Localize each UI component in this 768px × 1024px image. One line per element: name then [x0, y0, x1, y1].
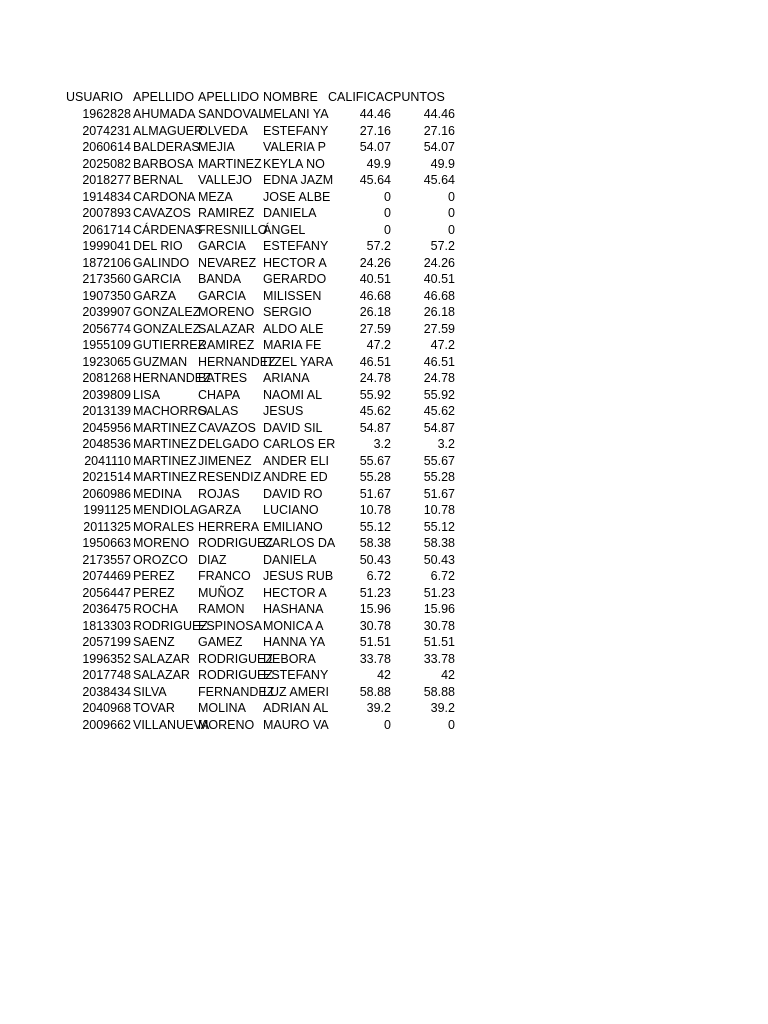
cell-apellido-materno[interactable]: CHAPA	[198, 387, 241, 402]
cell-apellido-paterno[interactable]: MARTINEZ	[133, 470, 197, 484]
cell-nombre[interactable]: ESTEFANY	[263, 668, 329, 682]
cell-puntos[interactable]: 51.23	[423, 585, 455, 600]
cell-calificacion[interactable]: 54.07	[359, 140, 391, 154]
cell-calificacion[interactable]: 51.67	[359, 486, 391, 501]
cell-calificacion[interactable]: 42	[377, 668, 391, 682]
cell-nombre[interactable]: JOSE ALBE	[263, 189, 331, 204]
cell-usuario[interactable]: 2009662	[82, 717, 131, 732]
cell-usuario[interactable]: 2173560	[82, 272, 131, 286]
cell-apellido-materno[interactable]: RAMON	[198, 602, 245, 616]
cell-apellido-materno[interactable]: RAMIREZ	[198, 206, 255, 220]
cell-puntos[interactable]: 45.62	[423, 404, 455, 418]
cell-nombre[interactable]: ITZEL YARA	[263, 354, 333, 369]
cell-usuario[interactable]: 1996352	[82, 651, 131, 666]
cell-puntos[interactable]: 55.12	[423, 519, 455, 534]
cell-calificacion[interactable]: 0	[384, 717, 391, 732]
cell-puntos[interactable]: 50.43	[423, 552, 455, 567]
cell-usuario[interactable]: 1999041	[82, 239, 131, 253]
cell-apellido-paterno[interactable]: SALAZAR	[133, 668, 190, 682]
cell-usuario[interactable]: 2056447	[82, 585, 131, 600]
cell-usuario[interactable]: 1923065	[82, 354, 131, 369]
cell-nombre[interactable]: DANIELA	[263, 206, 317, 220]
cell-puntos[interactable]: 6.72	[430, 569, 455, 583]
cell-puntos[interactable]: 26.18	[423, 305, 455, 319]
cell-nombre[interactable]: HASHANA	[263, 602, 324, 616]
cell-calificacion[interactable]: 51.51	[359, 635, 391, 649]
cell-apellido-materno[interactable]: MARTINEZ	[198, 156, 262, 171]
cell-usuario[interactable]: 2074469	[82, 569, 131, 583]
cell-nombre[interactable]: DAVID SIL	[263, 420, 323, 435]
cell-puntos[interactable]: 49.9	[430, 156, 455, 171]
cell-apellido-paterno[interactable]: MEDINA	[133, 486, 182, 501]
cell-puntos[interactable]: 40.51	[423, 272, 455, 286]
header-calificacion[interactable]: CALIFICAC	[328, 90, 394, 104]
cell-apellido-paterno[interactable]: ALMAGUER	[133, 123, 204, 138]
cell-puntos[interactable]: 0	[448, 189, 455, 204]
cell-apellido-materno[interactable]: ROJAS	[198, 486, 240, 501]
cell-apellido-paterno[interactable]: SAENZ	[133, 635, 175, 649]
cell-calificacion[interactable]: 40.51	[359, 272, 391, 286]
cell-apellido-paterno[interactable]: TOVAR	[133, 701, 175, 715]
cell-usuario[interactable]: 2021514	[82, 470, 131, 484]
cell-puntos[interactable]: 27.59	[423, 321, 455, 336]
cell-apellido-paterno[interactable]: DEL RIO	[133, 239, 183, 253]
cell-apellido-paterno[interactable]: BALDERAS	[133, 140, 200, 154]
cell-apellido-paterno[interactable]: MACHORRO	[133, 404, 208, 418]
cell-calificacion[interactable]: 24.26	[359, 255, 391, 270]
cell-puntos[interactable]: 0	[448, 717, 455, 732]
cell-apellido-materno[interactable]: FRESNILLO	[198, 222, 268, 237]
cell-nombre[interactable]: JESUS	[263, 404, 304, 418]
cell-puntos[interactable]: 54.07	[423, 140, 455, 154]
cell-nombre[interactable]: ESTEFANY	[263, 239, 329, 253]
cell-apellido-materno[interactable]: RODRIGUEZ	[198, 536, 273, 550]
cell-usuario[interactable]: 2013139	[82, 404, 131, 418]
cell-apellido-materno[interactable]: OLVEDA	[198, 123, 248, 138]
cell-calificacion[interactable]: 46.68	[359, 288, 391, 303]
cell-calificacion[interactable]: 55.28	[359, 470, 391, 484]
cell-nombre[interactable]: ANDRE ED	[263, 470, 328, 484]
cell-apellido-paterno[interactable]: MARTINEZ	[133, 420, 197, 435]
cell-usuario[interactable]: 2081268	[82, 371, 131, 385]
cell-nombre[interactable]: SERGIO	[263, 305, 312, 319]
cell-usuario[interactable]: 2060614	[82, 140, 131, 154]
header-apellido-paterno[interactable]: APELLIDO	[133, 90, 195, 104]
cell-calificacion[interactable]: 57.2	[366, 239, 391, 253]
cell-apellido-paterno[interactable]: PEREZ	[133, 585, 175, 600]
cell-nombre[interactable]: MONICA A	[263, 618, 324, 633]
cell-usuario[interactable]: 2011325	[83, 519, 131, 534]
cell-calificacion[interactable]: 55.12	[359, 519, 391, 534]
cell-nombre[interactable]: MILISSEN	[263, 288, 322, 303]
cell-apellido-paterno[interactable]: GALINDO	[133, 255, 190, 270]
cell-calificacion[interactable]: 45.62	[359, 404, 391, 418]
cell-calificacion[interactable]: 45.64	[359, 173, 391, 187]
cell-nombre[interactable]: HECTOR A	[263, 585, 327, 600]
cell-apellido-paterno[interactable]: GUTIERREZ	[133, 338, 206, 352]
cell-apellido-paterno[interactable]: CÁRDENAS	[133, 222, 203, 237]
cell-calificacion[interactable]: 54.87	[359, 420, 391, 435]
cell-apellido-materno[interactable]: BATRES	[198, 371, 248, 385]
cell-apellido-materno[interactable]: JIMENEZ	[198, 453, 252, 468]
cell-usuario[interactable]: 2048536	[82, 437, 131, 451]
cell-nombre[interactable]: EDNA JAZM	[263, 173, 334, 187]
cell-nombre[interactable]: JESUS RUB	[263, 569, 334, 583]
cell-apellido-paterno[interactable]: PEREZ	[133, 569, 175, 583]
cell-puntos[interactable]: 24.26	[423, 255, 455, 270]
cell-nombre[interactable]: NAOMI AL	[263, 387, 323, 402]
cell-apellido-materno[interactable]: GARZA	[198, 503, 242, 517]
cell-calificacion[interactable]: 44.46	[359, 107, 391, 121]
cell-puntos[interactable]: 55.28	[423, 470, 455, 484]
cell-apellido-paterno[interactable]: SALAZAR	[133, 651, 190, 666]
cell-apellido-materno[interactable]: MOLINA	[198, 701, 246, 715]
cell-puntos[interactable]: 46.51	[423, 354, 455, 369]
cell-calificacion[interactable]: 10.78	[359, 503, 391, 517]
cell-calificacion[interactable]: 33.78	[359, 651, 391, 666]
cell-calificacion[interactable]: 0	[384, 189, 391, 204]
cell-apellido-materno[interactable]: RODRIGUEZ	[198, 651, 273, 666]
cell-usuario[interactable]: 2038434	[82, 684, 131, 699]
cell-nombre[interactable]: ADRIAN AL	[263, 701, 329, 715]
cell-apellido-paterno[interactable]: SILVA	[133, 684, 167, 699]
cell-puntos[interactable]: 3.2	[437, 437, 455, 451]
cell-nombre[interactable]: VALERIA P	[263, 140, 326, 154]
cell-nombre[interactable]: ÁNGEL	[263, 222, 306, 237]
cell-apellido-materno[interactable]: ESPINOSA	[198, 618, 262, 633]
cell-apellido-materno[interactable]: GAMEZ	[198, 635, 243, 649]
cell-apellido-paterno[interactable]: GARZA	[133, 288, 177, 303]
cell-usuario[interactable]: 1962828	[82, 107, 131, 121]
cell-nombre[interactable]: CARLOS DA	[263, 536, 336, 550]
cell-usuario[interactable]: 1907350	[82, 288, 131, 303]
cell-calificacion[interactable]: 0	[384, 206, 391, 220]
cell-apellido-materno[interactable]: MEJIA	[198, 140, 235, 154]
cell-usuario[interactable]: 2061714	[82, 222, 131, 237]
cell-nombre[interactable]: LUCIANO	[263, 503, 319, 517]
cell-apellido-materno[interactable]: MORENO	[198, 305, 255, 319]
cell-calificacion[interactable]: 39.2	[366, 701, 391, 715]
header-puntos[interactable]: PUNTOS	[393, 90, 445, 104]
cell-nombre[interactable]: DAVID RO	[263, 486, 323, 501]
cell-usuario[interactable]: 2045956	[82, 420, 131, 435]
cell-calificacion[interactable]: 24.78	[359, 371, 391, 385]
cell-calificacion[interactable]: 3.2	[373, 437, 391, 451]
cell-nombre[interactable]: EMILIANO	[263, 519, 323, 534]
cell-nombre[interactable]: DANIELA	[263, 552, 317, 567]
cell-apellido-paterno[interactable]: ROCHA	[133, 602, 179, 616]
cell-apellido-materno[interactable]: FERNANDEZ	[198, 684, 275, 699]
cell-apellido-materno[interactable]: GARCIA	[198, 239, 246, 253]
cell-usuario[interactable]: 1872106	[82, 255, 131, 270]
cell-puntos[interactable]: 42	[441, 668, 455, 682]
cell-apellido-materno[interactable]: RESENDIZ	[198, 470, 262, 484]
header-nombre[interactable]: NOMBRE	[263, 90, 318, 104]
cell-nombre[interactable]: ANDER ELI	[263, 453, 329, 468]
cell-apellido-paterno[interactable]: MARTINEZ	[133, 437, 197, 451]
cell-calificacion[interactable]: 6.72	[366, 569, 391, 583]
cell-usuario[interactable]: 2025082	[82, 156, 131, 171]
cell-apellido-materno[interactable]: VALLEJO	[198, 173, 252, 187]
cell-nombre[interactable]: CARLOS ER	[263, 437, 336, 451]
cell-apellido-paterno[interactable]: MORALES	[133, 519, 195, 534]
header-apellido-materno[interactable]: APELLIDO	[198, 90, 260, 104]
cell-usuario[interactable]: 1914834	[82, 189, 131, 204]
cell-puntos[interactable]: 10.78	[423, 503, 455, 517]
cell-apellido-materno[interactable]: DIAZ	[198, 552, 227, 567]
cell-apellido-paterno[interactable]: MARTINEZ	[133, 453, 197, 468]
cell-apellido-paterno[interactable]: GONZALEZ	[133, 321, 201, 336]
cell-calificacion[interactable]: 27.16	[359, 123, 391, 138]
cell-usuario[interactable]: 2041110	[84, 453, 131, 468]
cell-calificacion[interactable]: 55.67	[359, 453, 391, 468]
cell-calificacion[interactable]: 15.96	[359, 602, 391, 616]
cell-puntos[interactable]: 27.16	[423, 123, 455, 138]
cell-apellido-paterno[interactable]: LISA	[133, 387, 161, 402]
cell-calificacion[interactable]: 0	[384, 222, 391, 237]
cell-apellido-paterno[interactable]: BERNAL	[133, 173, 184, 187]
cell-usuario[interactable]: 2018277	[82, 173, 131, 187]
cell-puntos[interactable]: 58.88	[423, 684, 455, 699]
cell-apellido-paterno[interactable]: OROZCO	[133, 552, 188, 567]
cell-apellido-paterno[interactable]: MORENO	[133, 536, 190, 550]
cell-nombre[interactable]: LUZ AMERI	[263, 684, 329, 699]
cell-puntos[interactable]: 45.64	[423, 173, 455, 187]
cell-nombre[interactable]: ALDO ALE	[263, 321, 324, 336]
cell-puntos[interactable]: 30.78	[423, 618, 455, 633]
cell-apellido-materno[interactable]: RODRIGUEZ	[198, 668, 273, 682]
cell-apellido-materno[interactable]: SALAS	[198, 404, 239, 418]
cell-puntos[interactable]: 24.78	[423, 371, 455, 385]
cell-puntos[interactable]: 39.2	[430, 701, 455, 715]
cell-nombre[interactable]: ARIANA	[263, 371, 310, 385]
cell-apellido-materno[interactable]: RAMIREZ	[198, 338, 255, 352]
cell-calificacion[interactable]: 58.88	[359, 684, 391, 699]
cell-nombre[interactable]: MARIA FE	[263, 338, 322, 352]
cell-usuario[interactable]: 2039809	[82, 387, 131, 402]
cell-puntos[interactable]: 51.67	[423, 486, 455, 501]
cell-apellido-materno[interactable]: MEZA	[198, 189, 233, 204]
cell-apellido-paterno[interactable]: BARBOSA	[133, 156, 194, 171]
cell-calificacion[interactable]: 49.9	[366, 156, 391, 171]
cell-nombre[interactable]: DEBORA	[263, 651, 316, 666]
cell-apellido-paterno[interactable]: AHUMADA	[133, 107, 196, 121]
cell-puntos[interactable]: 58.38	[423, 536, 455, 550]
cell-usuario[interactable]: 2056774	[82, 321, 131, 336]
cell-calificacion[interactable]: 46.51	[359, 354, 391, 369]
cell-apellido-materno[interactable]: BANDA	[198, 272, 242, 286]
cell-puntos[interactable]: 55.67	[423, 453, 455, 468]
cell-usuario[interactable]: 1991125	[83, 503, 131, 517]
cell-puntos[interactable]: 57.2	[430, 239, 455, 253]
cell-nombre[interactable]: HANNA YA	[263, 635, 326, 649]
cell-usuario[interactable]: 1813303	[82, 618, 131, 633]
cell-nombre[interactable]: HECTOR A	[263, 255, 327, 270]
cell-apellido-paterno[interactable]: GARCIA	[133, 272, 181, 286]
cell-usuario[interactable]: 2060986	[82, 486, 131, 501]
cell-puntos[interactable]: 0	[448, 222, 455, 237]
cell-usuario[interactable]: 2039907	[82, 305, 131, 319]
cell-nombre[interactable]: MAURO VA	[263, 717, 329, 732]
cell-puntos[interactable]: 55.92	[423, 387, 455, 402]
cell-usuario[interactable]: 2017748	[82, 668, 131, 682]
cell-calificacion[interactable]: 26.18	[359, 305, 391, 319]
cell-calificacion[interactable]: 58.38	[359, 536, 391, 550]
cell-calificacion[interactable]: 55.92	[359, 387, 391, 402]
cell-puntos[interactable]: 51.51	[423, 635, 455, 649]
cell-puntos[interactable]: 54.87	[423, 420, 455, 435]
cell-apellido-materno[interactable]: MUÑOZ	[198, 585, 244, 600]
cell-apellido-materno[interactable]: HERRERA	[198, 519, 260, 534]
cell-apellido-materno[interactable]: CAVAZOS	[198, 420, 256, 435]
cell-usuario[interactable]: 2057199	[82, 635, 131, 649]
cell-apellido-paterno[interactable]: VILLANUEVA	[133, 717, 210, 732]
cell-usuario[interactable]: 2074231	[82, 123, 131, 138]
cell-apellido-materno[interactable]: MORENO	[198, 717, 255, 732]
cell-apellido-materno[interactable]: SALAZAR	[198, 321, 255, 336]
cell-puntos[interactable]: 33.78	[423, 651, 455, 666]
cell-apellido-paterno[interactable]: CARDONA	[133, 189, 196, 204]
cell-calificacion[interactable]: 27.59	[359, 321, 391, 336]
cell-puntos[interactable]: 44.46	[423, 107, 455, 121]
cell-apellido-paterno[interactable]: GUZMAN	[133, 354, 188, 369]
cell-apellido-paterno[interactable]: CAVAZOS	[133, 206, 191, 220]
cell-usuario[interactable]: 1955109	[82, 338, 131, 352]
cell-apellido-materno[interactable]: DELGADO	[198, 437, 260, 451]
cell-apellido-paterno[interactable]: RODRIGUEZ	[133, 618, 208, 633]
cell-usuario[interactable]: 2007893	[82, 206, 131, 220]
cell-calificacion[interactable]: 30.78	[359, 618, 391, 633]
cell-puntos[interactable]: 15.96	[423, 602, 455, 616]
cell-apellido-materno[interactable]: NEVAREZ	[198, 255, 257, 270]
cell-nombre[interactable]: MELANI YA	[263, 107, 329, 121]
cell-nombre[interactable]: KEYLA NO	[263, 156, 325, 171]
cell-calificacion[interactable]: 50.43	[359, 552, 391, 567]
header-usuario[interactable]: USUARIO	[66, 90, 123, 104]
cell-apellido-materno[interactable]: FRANCO	[198, 569, 251, 583]
cell-apellido-materno[interactable]: GARCIA	[198, 288, 246, 303]
cell-usuario[interactable]: 1950663	[82, 536, 131, 550]
cell-apellido-materno[interactable]: SANDOVAL	[198, 107, 266, 121]
cell-puntos[interactable]: 47.2	[430, 338, 455, 352]
cell-usuario[interactable]: 2173557	[82, 552, 131, 567]
cell-calificacion[interactable]: 47.2	[366, 338, 391, 352]
cell-calificacion[interactable]: 51.23	[359, 585, 391, 600]
cell-apellido-materno[interactable]: HERNANDEZ	[198, 354, 276, 369]
cell-apellido-paterno[interactable]: HERNANDEZ	[133, 371, 211, 385]
cell-apellido-paterno[interactable]: GONZALEZ	[133, 305, 201, 319]
cell-apellido-paterno[interactable]: MENDIOLA	[133, 503, 199, 517]
cell-usuario[interactable]: 2040968	[82, 701, 131, 715]
cell-nombre[interactable]: GERARDO	[263, 272, 327, 286]
cell-nombre[interactable]: ESTEFANY	[263, 123, 329, 138]
cell-puntos[interactable]: 0	[448, 206, 455, 220]
cell-puntos[interactable]: 46.68	[423, 288, 455, 303]
cell-usuario[interactable]: 2036475	[82, 602, 131, 616]
